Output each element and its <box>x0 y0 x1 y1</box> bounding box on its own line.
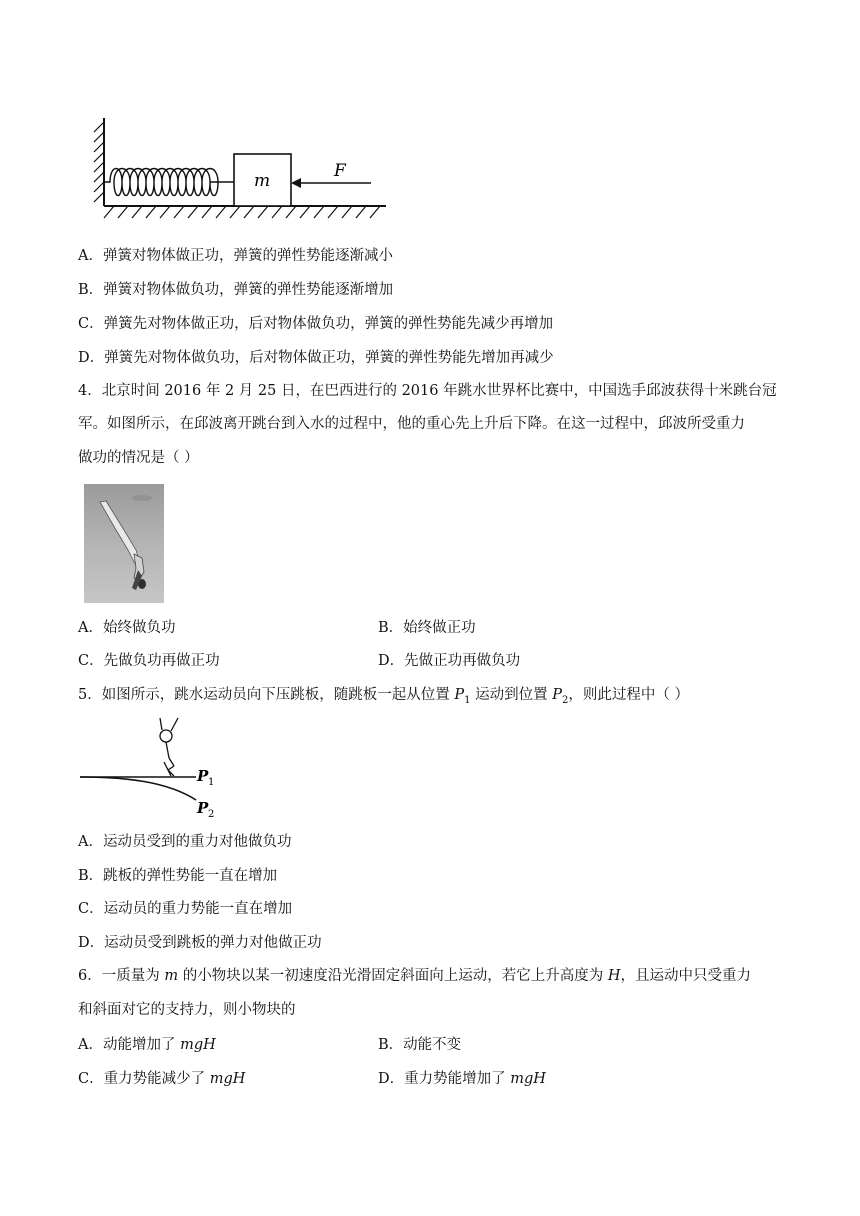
q3-option-a: A．弹簧对物体做正功，弹簧的弹性势能逐渐减小 <box>78 248 393 264</box>
q6-stem-line-2: 和斜面对它的支持力，则小物块的 <box>78 1002 296 1018</box>
svg-text:P: P <box>197 767 209 785</box>
q5-option-b: B．跳板的弹性势能一直在增加 <box>78 868 278 884</box>
q3-option-c: C．弹簧先对物体做正功，后对物体做负功，弹簧的弹性势能先减少再增加 <box>78 316 554 332</box>
q4-option-c: C．先做负功再做正功 <box>78 653 220 669</box>
q6-option-a: A．动能增加了 mgH <box>78 1037 216 1053</box>
q5-option-d: D．运动员受到跳板的弹力对他做正功 <box>78 935 322 951</box>
svg-text:2: 2 <box>208 809 215 820</box>
q6-stem-line-1: 6．一质量为 m 的小物块以某一初速度沿光滑固定斜面向上运动，若它上升高度为 H，且运动中只受重力 <box>78 968 751 984</box>
q6-option-c: C．重力势能减少了 mgH <box>78 1071 246 1087</box>
q4-option-a: A．始终做负功 <box>78 620 176 636</box>
force-label: F <box>334 161 346 181</box>
spring <box>104 169 234 196</box>
mass-label: m <box>253 171 271 191</box>
q6-option-b: B．动能不变 <box>378 1037 462 1053</box>
q4-stem-line-2: 军。如图所示，在邱波离开跳台到入水的过程中，他的重心先上升后下降。在这一过程中，邱波所受重力 <box>78 416 745 432</box>
diving-board-figure <box>78 714 228 824</box>
q5-option-a: A．运动员受到的重力对他做负功 <box>78 834 292 850</box>
svg-text:1: 1 <box>208 777 215 788</box>
q5-stem: 5．如图所示，跳水运动员向下压跳板，随跳板一起从位置 $P_1$ 运动到位置 $P_2$，则此过程中（ ） <box>78 687 689 706</box>
q4-option-d: D．先做正功再做负功 <box>378 653 521 669</box>
svg-text:P: P <box>197 799 209 817</box>
q4-stem-line-1: 4．北京时间 2016 年 2 月 25 日，在巴西进行的 2016 年跳水世界杯比赛中，中国选手邱波获得十米跳台冠 <box>78 383 777 399</box>
q4-option-b: B．始终做正功 <box>378 620 476 636</box>
diver-photo <box>84 484 164 603</box>
q3-option-b: B．弹簧对物体做负功，弹簧的弹性势能逐渐增加 <box>78 282 394 298</box>
q5-option-c: C．运动员的重力势能一直在增加 <box>78 901 293 917</box>
spring-block-figure <box>84 114 394 226</box>
q3-option-d: D．弹簧先对物体做负功，后对物体做正功，弹簧的弹性势能先增加再减少 <box>78 350 554 366</box>
q6-option-d: D．重力势能增加了 mgH <box>378 1071 546 1087</box>
q4-stem-line-3: 做功的情况是（ ） <box>78 450 199 466</box>
